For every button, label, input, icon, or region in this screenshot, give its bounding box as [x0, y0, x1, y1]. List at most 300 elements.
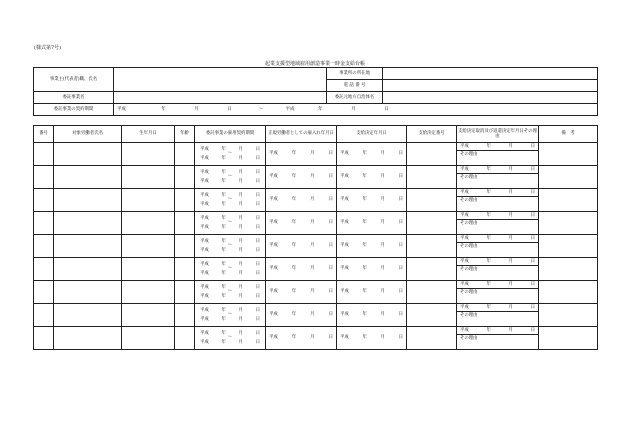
- row-age-field[interactable]: [175, 327, 195, 350]
- row-worker-name-field[interactable]: [54, 304, 122, 327]
- period-start-era: 平成: [200, 238, 209, 244]
- row-cancellation-field[interactable]: [457, 304, 539, 327]
- period-start-year: 年: [221, 284, 226, 290]
- period-start-month: 月: [238, 192, 243, 198]
- row-worker-name-field[interactable]: [54, 258, 122, 281]
- row-number-field[interactable]: [34, 166, 54, 189]
- period-end-year: 年: [221, 271, 226, 277]
- hire-era: 平成: [269, 174, 278, 180]
- period-end-month: 月: [238, 271, 243, 277]
- term-month-end: 月: [351, 106, 356, 112]
- row-number-field[interactable]: [34, 258, 54, 281]
- cancel-day: 日: [530, 190, 535, 195]
- municipality-field[interactable]: [383, 92, 598, 104]
- term-year-end: 年: [318, 106, 323, 112]
- period-start-day: 日: [255, 261, 260, 267]
- form-number: (様式第7号): [34, 45, 62, 51]
- decision-year: 年: [362, 220, 367, 226]
- period-start-era: 平成: [200, 192, 209, 198]
- hire-year: 年: [291, 266, 297, 272]
- location-field[interactable]: [383, 68, 598, 80]
- term-day-start: 日: [227, 106, 232, 112]
- row-birth-date-field[interactable]: [122, 212, 175, 235]
- row-decision-number-field[interactable]: [407, 189, 457, 212]
- row-contract-period-field[interactable]: [195, 327, 266, 350]
- table-row: [34, 189, 598, 212]
- period-start-year: 年: [221, 169, 226, 175]
- row-birth-date-field[interactable]: [122, 189, 175, 212]
- ledger-body: [34, 143, 598, 350]
- decision-year: 年: [362, 266, 367, 272]
- cancel-month: 月: [508, 236, 513, 241]
- period-start-year: 年: [221, 215, 226, 221]
- hire-month: 月: [310, 266, 315, 272]
- cancel-day: 日: [530, 236, 535, 241]
- row-age-field[interactable]: [175, 189, 195, 212]
- row-age-field[interactable]: [175, 166, 195, 189]
- row-remarks-field[interactable]: [539, 189, 598, 212]
- decision-day: 日: [398, 289, 403, 295]
- table-row: [34, 143, 598, 166]
- row-hire-date-field[interactable]: [266, 304, 337, 327]
- period-wave: 〜: [227, 265, 233, 271]
- period-wave: 〜: [227, 288, 233, 294]
- cancel-day: 日: [530, 305, 535, 310]
- period-end-era: 平成: [200, 179, 209, 185]
- hire-year: 年: [291, 289, 297, 295]
- row-decision-number-field[interactable]: [407, 235, 457, 258]
- cancel-era: 平成: [460, 213, 469, 218]
- row-decision-number-field[interactable]: [407, 258, 457, 281]
- row-number-field[interactable]: [34, 143, 54, 166]
- period-end-month: 月: [238, 225, 243, 231]
- row-number-field[interactable]: [34, 235, 54, 258]
- period-start-year: 年: [221, 146, 226, 152]
- decision-month: 月: [380, 220, 385, 226]
- period-end-year: 年: [221, 294, 226, 300]
- row-cancellation-field[interactable]: [457, 258, 539, 281]
- period-start-day: 日: [255, 284, 260, 290]
- row-contract-period-field[interactable]: [195, 258, 266, 281]
- row-contract-period-field[interactable]: [195, 212, 266, 235]
- hire-day: 日: [328, 197, 333, 203]
- period-wave: 〜: [227, 173, 233, 179]
- period-wave: 〜: [227, 242, 233, 248]
- row-worker-name-field[interactable]: [54, 281, 122, 304]
- row-age-field[interactable]: [175, 304, 195, 327]
- phone-label: 電 話 番 号: [327, 80, 383, 92]
- row-worker-name-field[interactable]: [54, 212, 122, 235]
- row-worker-name-field[interactable]: [54, 235, 122, 258]
- decision-year: 年: [362, 151, 367, 157]
- row-number-field[interactable]: [34, 212, 54, 235]
- period-end-era: 平成: [200, 225, 209, 231]
- col-cancellation: 支給決定取消及び返還決定年月日その理由: [457, 126, 539, 143]
- row-hire-date-field[interactable]: [266, 189, 337, 212]
- hire-day: 日: [328, 151, 333, 157]
- row-worker-name-field[interactable]: [54, 166, 122, 189]
- row-birth-date-field[interactable]: [122, 143, 175, 166]
- period-start-day: 日: [255, 238, 260, 244]
- period-end-day: 日: [255, 294, 260, 300]
- cancel-era: 平成: [460, 282, 469, 287]
- project-field[interactable]: [114, 92, 327, 104]
- decision-era: 平成: [340, 151, 349, 157]
- reason-label: その理由: [460, 198, 478, 204]
- cancel-era: 平成: [460, 236, 469, 241]
- period-start-month: 月: [238, 330, 243, 336]
- period-end-month: 月: [238, 179, 243, 185]
- hire-month: 月: [310, 312, 315, 318]
- ledger-header-row: [34, 126, 598, 143]
- period-end-year: 年: [221, 340, 226, 346]
- row-birth-date-field[interactable]: [122, 281, 175, 304]
- col-decision-number: 支給決定番号: [407, 126, 457, 143]
- period-start-day: 日: [255, 215, 260, 221]
- hire-year: 年: [291, 243, 297, 249]
- decision-month: 月: [380, 174, 385, 180]
- cancel-era: 平成: [460, 167, 469, 172]
- row-contract-period-field[interactable]: [195, 166, 266, 189]
- row-decision-number-field[interactable]: [407, 281, 457, 304]
- term-era-start: 平成: [117, 106, 126, 112]
- table-row: [34, 281, 598, 304]
- row-birth-date-field[interactable]: [122, 166, 175, 189]
- row-birth-date-field[interactable]: [122, 304, 175, 327]
- table-row: [34, 166, 598, 189]
- row-decision-date-field[interactable]: [337, 327, 407, 350]
- period-end-month: 月: [238, 340, 243, 346]
- row-decision-number-field[interactable]: [407, 327, 457, 350]
- period-end-year: 年: [221, 156, 226, 162]
- cancel-era: 平成: [460, 328, 469, 333]
- period-start-era: 平成: [200, 146, 209, 152]
- decision-year: 年: [362, 335, 367, 341]
- row-decision-date-field[interactable]: [337, 258, 407, 281]
- period-start-era: 平成: [200, 169, 209, 175]
- row-remarks-field[interactable]: [539, 143, 598, 166]
- decision-month: 月: [380, 197, 385, 203]
- row-hire-date-field[interactable]: [266, 235, 337, 258]
- term-field[interactable]: [114, 104, 598, 116]
- period-start-year: 年: [221, 307, 226, 313]
- period-start-month: 月: [238, 307, 243, 313]
- row-decision-date-field[interactable]: [337, 166, 407, 189]
- row-remarks-field[interactable]: [539, 235, 598, 258]
- reason-label: その理由: [460, 313, 478, 319]
- cancel-year: 年: [486, 213, 491, 218]
- row-worker-name-field[interactable]: [54, 189, 122, 212]
- decision-year: 年: [362, 174, 367, 180]
- table-row: [34, 235, 598, 258]
- employer-field[interactable]: [114, 68, 327, 92]
- period-start-month: 月: [238, 215, 243, 221]
- period-start-day: 日: [255, 307, 260, 313]
- row-cancellation-field[interactable]: [457, 189, 539, 212]
- period-end-era: 平成: [200, 294, 209, 300]
- hire-year: 年: [291, 197, 297, 203]
- col-remarks: 備 考: [539, 126, 598, 143]
- row-decision-number-field[interactable]: [407, 166, 457, 189]
- decision-day: 日: [398, 266, 403, 272]
- phone-field[interactable]: [383, 80, 598, 92]
- hire-year: 年: [291, 335, 297, 341]
- row-remarks-field[interactable]: [539, 258, 598, 281]
- row-cancellation-field[interactable]: [457, 212, 539, 235]
- row-cancellation-field[interactable]: [457, 281, 539, 304]
- reason-label: その理由: [460, 221, 478, 227]
- term-month-start: 月: [194, 106, 199, 112]
- row-decision-date-field[interactable]: [337, 212, 407, 235]
- decision-era: 平成: [340, 335, 349, 341]
- row-cancellation-field[interactable]: [457, 166, 539, 189]
- hire-month: 月: [310, 220, 315, 226]
- row-worker-name-field[interactable]: [54, 327, 122, 350]
- decision-year: 年: [362, 312, 367, 318]
- period-start-month: 月: [238, 169, 243, 175]
- hire-year: 年: [291, 174, 297, 180]
- hire-era: 平成: [269, 243, 278, 249]
- period-end-era: 平成: [200, 202, 209, 208]
- hire-month: 月: [310, 289, 315, 295]
- decision-month: 月: [380, 335, 385, 341]
- reason-label: その理由: [460, 290, 478, 296]
- decision-era: 平成: [340, 220, 349, 226]
- period-start-month: 月: [238, 284, 243, 290]
- decision-year: 年: [362, 197, 367, 203]
- decision-era: 平成: [340, 289, 349, 295]
- row-remarks-field[interactable]: [539, 281, 598, 304]
- term-year-start: 年: [161, 106, 166, 112]
- row-cancellation-field[interactable]: [457, 143, 539, 166]
- row-decision-number-field[interactable]: [407, 304, 457, 327]
- row-number-field[interactable]: [34, 304, 54, 327]
- decision-era: 平成: [340, 266, 349, 272]
- decision-day: 日: [398, 151, 403, 157]
- col-number: 番号: [34, 126, 54, 143]
- period-end-month: 月: [238, 248, 243, 254]
- decision-era: 平成: [340, 174, 349, 180]
- row-contract-period-field[interactable]: [195, 304, 266, 327]
- period-start-era: 平成: [200, 307, 209, 313]
- period-end-era: 平成: [200, 271, 209, 277]
- row-worker-name-field[interactable]: [54, 143, 122, 166]
- row-decision-date-field[interactable]: [337, 143, 407, 166]
- cancel-year: 年: [486, 328, 491, 333]
- hire-day: 日: [328, 335, 333, 341]
- cancel-month: 月: [508, 259, 513, 264]
- period-wave: 〜: [227, 219, 233, 225]
- cancel-month: 月: [508, 213, 513, 218]
- decision-era: 平成: [340, 243, 349, 249]
- decision-era: 平成: [340, 312, 349, 318]
- row-contract-period-field[interactable]: [195, 235, 266, 258]
- employer-label: 事業主(代表者)職、氏名: [34, 68, 114, 92]
- row-birth-date-field[interactable]: [122, 327, 175, 350]
- cancel-year: 年: [486, 282, 491, 287]
- period-end-era: 平成: [200, 317, 209, 323]
- cancel-year: 年: [486, 144, 491, 149]
- reason-label: その理由: [460, 267, 478, 273]
- hire-day: 日: [328, 266, 333, 272]
- period-start-day: 日: [255, 146, 260, 152]
- municipality-label: 委託元地方自治体名: [327, 92, 383, 104]
- cancel-month: 月: [508, 190, 513, 195]
- col-decision-date: 支給決定年月日: [337, 126, 407, 143]
- decision-month: 月: [380, 151, 385, 157]
- row-decision-number-field[interactable]: [407, 212, 457, 235]
- row-remarks-field[interactable]: [539, 327, 598, 350]
- col-worker-name: 対象労働者氏名: [54, 126, 122, 143]
- row-cancellation-field[interactable]: [457, 235, 539, 258]
- row-age-field[interactable]: [175, 281, 195, 304]
- period-end-day: 日: [255, 340, 260, 346]
- decision-month: 月: [380, 266, 385, 272]
- hire-day: 日: [328, 243, 333, 249]
- period-end-year: 年: [221, 202, 226, 208]
- col-age: 年齢: [175, 126, 195, 143]
- period-start-era: 平成: [200, 330, 209, 336]
- period-wave: 〜: [227, 311, 233, 317]
- row-hire-date-field[interactable]: [266, 212, 337, 235]
- period-wave: 〜: [227, 150, 233, 156]
- row-number-field[interactable]: [34, 327, 54, 350]
- col-contract-period: 委託事業の雇用契約期間: [195, 126, 266, 143]
- cancel-day: 日: [530, 282, 535, 287]
- decision-month: 月: [380, 289, 385, 295]
- row-number-field[interactable]: [34, 189, 54, 212]
- row-hire-date-field[interactable]: [266, 281, 337, 304]
- reason-label: その理由: [460, 175, 478, 181]
- row-birth-date-field[interactable]: [122, 258, 175, 281]
- period-end-month: 月: [238, 202, 243, 208]
- period-end-day: 日: [255, 317, 260, 323]
- term-label: 委託事業の契約期間: [34, 104, 114, 116]
- row-age-field[interactable]: [175, 235, 195, 258]
- period-start-month: 月: [238, 261, 243, 267]
- row-age-field[interactable]: [175, 258, 195, 281]
- period-end-month: 月: [238, 294, 243, 300]
- period-end-day: 日: [255, 179, 260, 185]
- hire-era: 平成: [269, 335, 278, 341]
- row-hire-date-field[interactable]: [266, 166, 337, 189]
- row-cancellation-field[interactable]: [457, 327, 539, 350]
- decision-day: 日: [398, 174, 403, 180]
- table-row: [34, 212, 598, 235]
- hire-month: 月: [310, 243, 315, 249]
- term-wave: 〜: [258, 106, 264, 112]
- decision-day: 日: [398, 220, 403, 226]
- row-decision-date-field[interactable]: [337, 281, 407, 304]
- period-end-month: 月: [238, 317, 243, 323]
- cancel-year: 年: [486, 305, 491, 310]
- row-remarks-field[interactable]: [539, 304, 598, 327]
- table-row: [34, 304, 598, 327]
- hire-month: 月: [310, 335, 315, 341]
- row-decision-date-field[interactable]: [337, 235, 407, 258]
- cancel-year: 年: [486, 190, 491, 195]
- period-start-era: 平成: [200, 215, 209, 221]
- period-end-day: 日: [255, 202, 260, 208]
- table-row: [34, 327, 598, 350]
- cancel-month: 月: [508, 144, 513, 149]
- row-number-field[interactable]: [34, 281, 54, 304]
- period-end-day: 日: [255, 156, 260, 162]
- cancel-day: 日: [530, 213, 535, 218]
- cancel-month: 月: [508, 167, 513, 172]
- row-hire-date-field[interactable]: [266, 258, 337, 281]
- cancel-year: 年: [486, 259, 491, 264]
- hire-month: 月: [310, 151, 315, 157]
- hire-era: 平成: [269, 312, 278, 318]
- cancel-month: 月: [508, 282, 513, 287]
- cancel-month: 月: [508, 328, 513, 333]
- decision-day: 日: [398, 243, 403, 249]
- row-contract-period-field[interactable]: [195, 143, 266, 166]
- row-decision-date-field[interactable]: [337, 304, 407, 327]
- decision-year: 年: [362, 243, 367, 249]
- row-hire-date-field[interactable]: [266, 327, 337, 350]
- period-end-month: 月: [238, 156, 243, 162]
- cancel-era: 平成: [460, 305, 469, 310]
- row-hire-date-field[interactable]: [266, 143, 337, 166]
- period-start-era: 平成: [200, 284, 209, 290]
- hire-month: 月: [310, 174, 315, 180]
- decision-month: 月: [380, 312, 385, 318]
- cancel-day: 日: [530, 328, 535, 333]
- col-birth-date: 生年月日: [122, 126, 175, 143]
- reason-label: その理由: [460, 336, 478, 342]
- row-age-field[interactable]: [175, 143, 195, 166]
- term-day-end: 日: [384, 106, 389, 112]
- decision-era: 平成: [340, 197, 349, 203]
- term-era-end: 平成: [285, 106, 295, 112]
- period-end-year: 年: [221, 179, 226, 185]
- header-table: [33, 67, 598, 116]
- period-end-era: 平成: [200, 156, 209, 162]
- hire-day: 日: [328, 312, 333, 318]
- cancel-era: 平成: [460, 190, 469, 195]
- hire-day: 日: [328, 289, 333, 295]
- period-start-era: 平成: [200, 261, 209, 267]
- row-remarks-field[interactable]: [539, 212, 598, 235]
- row-contract-period-field[interactable]: [195, 281, 266, 304]
- cancel-year: 年: [486, 167, 491, 172]
- cancel-day: 日: [530, 259, 535, 264]
- col-hire-date: 正規労働者としての雇入れ年月日: [266, 126, 337, 143]
- ledger-table: [33, 125, 598, 350]
- row-decision-number-field[interactable]: [407, 143, 457, 166]
- row-contract-period-field[interactable]: [195, 189, 266, 212]
- cancel-month: 月: [508, 305, 513, 310]
- row-decision-date-field[interactable]: [337, 189, 407, 212]
- row-age-field[interactable]: [175, 212, 195, 235]
- period-start-year: 年: [221, 261, 226, 267]
- reason-label: その理由: [460, 152, 478, 158]
- period-end-year: 年: [221, 248, 226, 254]
- period-end-year: 年: [221, 225, 226, 231]
- hire-month: 月: [310, 197, 315, 203]
- period-start-year: 年: [221, 238, 226, 244]
- period-end-era: 平成: [200, 340, 209, 346]
- decision-day: 日: [398, 335, 403, 341]
- hire-era: 平成: [269, 220, 278, 226]
- decision-day: 日: [398, 197, 403, 203]
- row-birth-date-field[interactable]: [122, 235, 175, 258]
- row-remarks-field[interactable]: [539, 166, 598, 189]
- decision-month: 月: [380, 243, 385, 249]
- hire-year: 年: [291, 312, 297, 318]
